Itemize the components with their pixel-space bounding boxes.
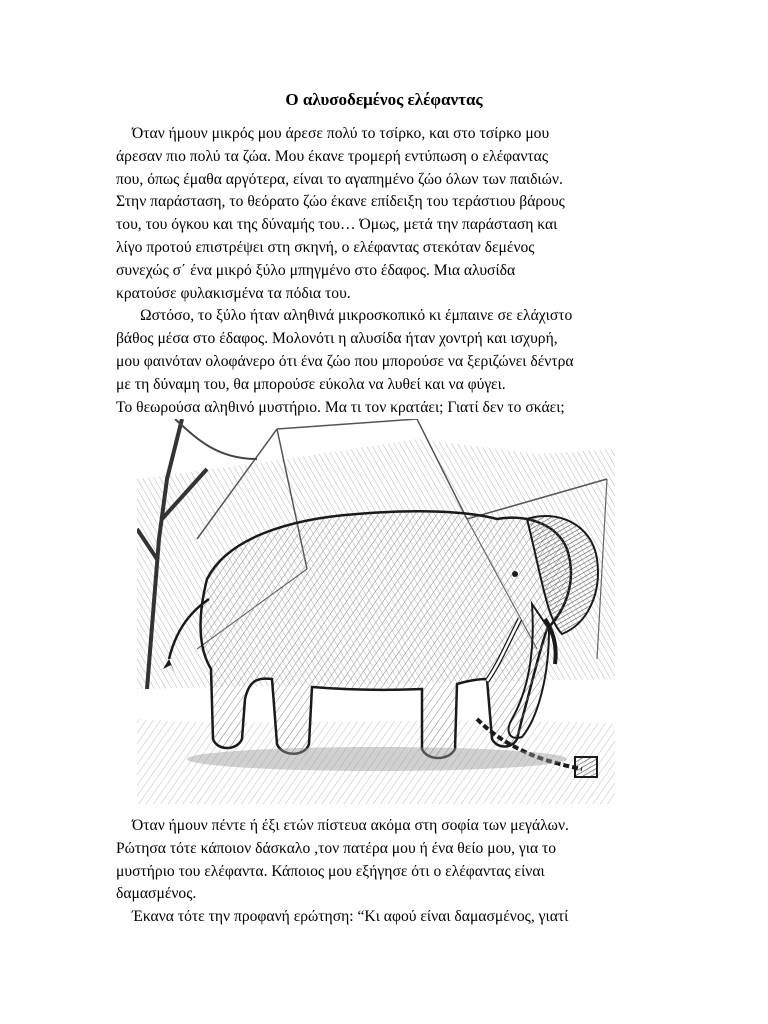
elephant-illustration bbox=[137, 419, 615, 804]
text-line: Έκανα τότε την προφανή ερώτηση: “Κι αφού είναι δαμασμένος, γιατί bbox=[132, 908, 569, 926]
text-line: Όταν ήμουν πέντε ή έξι ετών πίστευα ακόμα στη σοφία των μεγάλων. bbox=[132, 817, 569, 834]
text-line: λίγο προτού επιστρέψει στη σκηνή, ο ελέφαντας στεκόταν δεμένος bbox=[116, 238, 535, 256]
text-block-lower bbox=[116, 815, 656, 929]
text-line: του, του όγκου και της δύναμής του… Όμως, μετά την παράσταση και bbox=[116, 216, 558, 234]
text-line: Στην παράσταση, το θεόρατο ζώο έκανε επίδειξη του τεράστιου βάρους bbox=[116, 193, 565, 211]
text-line: βάθος μέσα στο έδαφος. Μολονότι η αλυσίδα ήταν χοντρή και ισχυρή, bbox=[116, 330, 558, 348]
text-line: συνεχώς σ΄ ένα μικρό ξύλο μπηγμένο στο έδαφος. Μια αλυσίδα bbox=[116, 261, 516, 279]
text-line: Ρώτησα τότε κάποιον δάσκαλο ,τον πατέρα μου ή ένα θείο μου, για το bbox=[116, 839, 557, 857]
text-line: Ωστόσο, το ξύλο ήταν αληθινά μικροσκοπικό κι έμπαινε σε ελάχιστο bbox=[140, 307, 573, 325]
text-line: άρεσαν πιο πολύ τα ζώα. Μου έκανε τρομερή εντύπωση ο ελέφαντας bbox=[116, 147, 548, 165]
text-block-upper bbox=[116, 123, 656, 419]
text-line: που, όπως έμαθα αργότερα, είναι το αγαπημένο ζώο όλων των παιδιών. bbox=[116, 170, 563, 188]
text-line: Όταν ήμουν μικρός μου άρεσε πολύ το τσίρκο, και στο τσίρκο μου bbox=[132, 125, 550, 142]
text-line: δαμασμένος. bbox=[116, 885, 197, 903]
text-line: κρατούσε φυλακισμένα τα πόδια του. bbox=[116, 284, 351, 302]
text-line: μυστήριο του ελέφαντα. Κάποιος μου εξήγησε ότι ο ελέφαντας είναι bbox=[116, 862, 545, 880]
text-line: Το θεωρούσα αληθινό μυστήριο. Μα τι τον κρατάει; Γιατί δεν το σκάει; bbox=[116, 398, 565, 416]
document-title: Ο αλυσοδεμένος ελέφαντας bbox=[285, 90, 483, 109]
text-line: με τη δύναμη του, θα μπορούσε εύκολα να λυθεί και να φύγει. bbox=[116, 375, 506, 393]
text-line: μου φαινόταν ολοφάνερο ότι ένα ζώο που μπορούσε να ξεριζώνει δέντρα bbox=[116, 352, 574, 370]
